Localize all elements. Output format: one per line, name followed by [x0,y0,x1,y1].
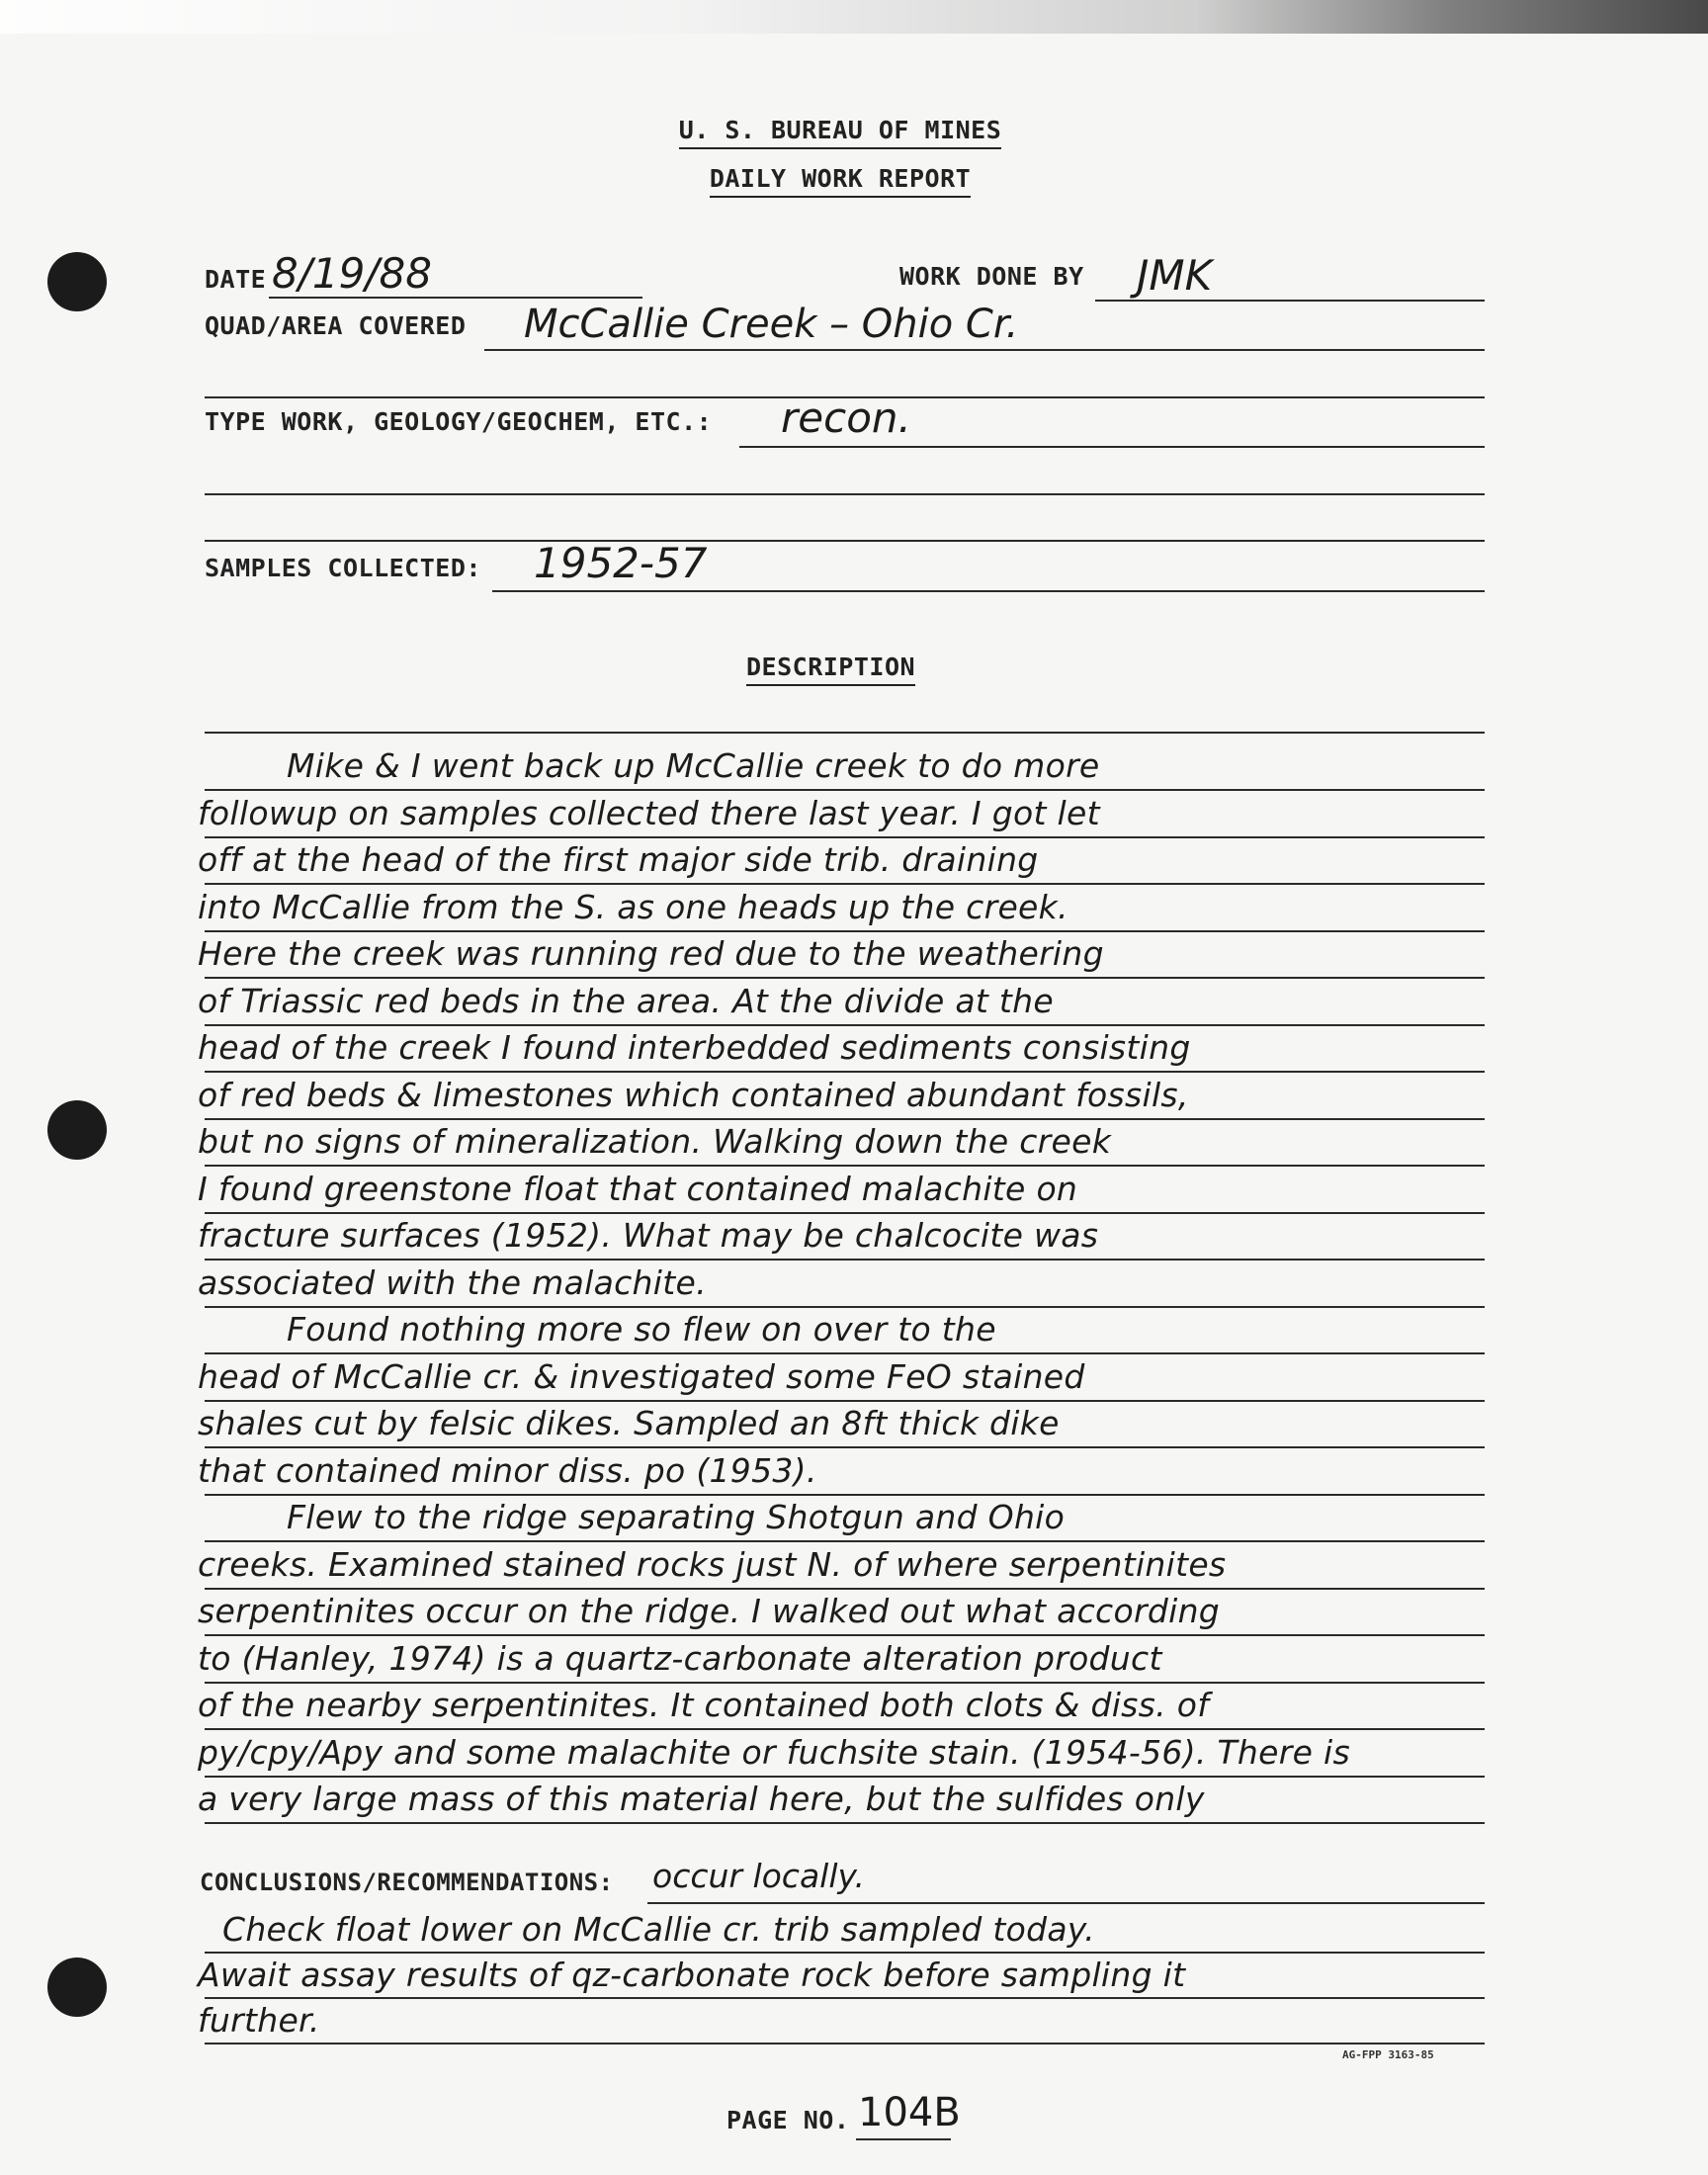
description-line: that contained minor diss. po (1953). [198,1450,817,1490]
work-done-by-value: JMK [1137,251,1213,300]
conclusions-rule [205,1952,1485,1954]
description-line: a very large mass of this material here, but the sulfides only [198,1780,1205,1818]
description-line: Flew to the ridge separating Shotgun and Ohio [287,1498,1066,1536]
conclusions-line [647,1902,1485,1904]
conclusions-line-text: Check float lower on McCallie cr. trib sampled today. [222,1910,1095,1949]
description-rule [205,1212,1485,1214]
description-line: associated with the malachite. [198,1262,707,1302]
description-rule [205,789,1485,791]
description-line: Mike & I went back up McCallie creek to do more [287,746,1100,785]
description-rule [205,1259,1485,1261]
report-type-title: DAILY WORK REPORT [0,164,1680,193]
type-work-label: TYPE WORK, GEOLOGY/GEOCHEM, ETC.: [205,407,713,436]
type-work-line [739,446,1485,448]
description-line: of red beds & limestones which contained abundant fossils, [198,1075,1189,1114]
description-line: of Triassic red beds in the area. At the divide at the [198,981,1054,1020]
description-rule [205,1118,1485,1120]
description-line: serpentinites occur on the ridge. I walked out what according [198,1592,1221,1630]
scan-shadow-edge [0,0,1708,34]
date-value: 8/19/88 [272,249,432,298]
report-agency-title: U. S. BUREAU OF MINES [0,116,1680,144]
date-label: DATE [205,265,267,294]
conclusions-rule [205,2043,1485,2044]
page-number-value: 104B [858,2090,961,2135]
conclusions-rule [205,1997,1485,1999]
description-line: of the nearby serpentinites. It contained both clots & diss. of [198,1686,1210,1724]
description-line: but no signs of mineralization. Walking down the creek [198,1122,1112,1161]
date-line [269,297,642,299]
samples-collected-label: SAMPLES COLLECTED: [205,554,481,582]
binder-hole-middle [47,1100,107,1160]
description-line: head of the creek I found interbedded sediments consisting [198,1028,1191,1067]
binder-hole-top [47,252,107,311]
description-line: py/cpy/Apy and some malachite or fuchsite stain. (1954-56). There is [198,1732,1350,1772]
description-rule [205,1588,1485,1590]
description-rule [205,1400,1485,1402]
description-line: fracture surfaces (1952). What may be chalcocite was [198,1216,1099,1255]
description-rule [205,836,1485,838]
description-rule [205,1352,1485,1354]
description-line: to (Hanley, 1974) is a quartz-carbonate alteration product [198,1638,1162,1678]
conclusions-line-text: further. [198,2001,320,2040]
quad-area-value: McCallie Creek – Ohio Cr. [524,302,1019,347]
description-line: Here the creek was running red due to the weathering [198,934,1104,973]
description-rule-top [205,732,1485,734]
description-line: creeks. Examined stained rocks just N. of where serpentinites [198,1544,1227,1584]
samples-collected-value: 1952-57 [534,539,708,587]
description-rule [205,883,1485,885]
conclusions-label: CONCLUSIONS/RECOMMENDATIONS: [200,1869,614,1896]
work-done-by-label: WORK DONE BY [899,262,1084,291]
quad-area-label: QUAD/AREA COVERED [205,311,467,340]
samples-collected-line [492,590,1485,592]
description-line: followup on samples collected there last year. I got let [198,793,1100,832]
quad-area-line [484,349,1485,351]
description-rule [205,1071,1485,1073]
description-rule [205,930,1485,932]
page-number-label: PAGE NO. [726,2106,850,2134]
description-heading: DESCRIPTION [746,652,915,681]
description-rule [205,1024,1485,1026]
work-done-by-line [1095,300,1485,302]
description-line: into McCallie from the S. as one heads up the creek. [198,887,1068,926]
description-rule [205,1634,1485,1636]
description-rule [205,977,1485,979]
conclusions-first-line: occur locally. [652,1857,865,1895]
description-rule [205,1446,1485,1448]
description-rule [205,1682,1485,1684]
description-rule [205,1776,1485,1778]
description-rule [205,1165,1485,1167]
description-line: off at the head of the first major side trib. draining [198,840,1039,879]
description-rule [205,1306,1485,1308]
form-code: AG-FPP 3163-85 [1342,2048,1434,2061]
description-rule [205,1494,1485,1496]
description-line: Found nothing more so flew on over to the [287,1310,996,1348]
description-rule [205,1540,1485,1542]
description-line: shales cut by felsic dikes. Sampled an 8ft thick dike [198,1404,1060,1442]
description-line: head of McCallie cr. & investigated some FeO stained [198,1356,1085,1396]
type-work-line-3 [205,540,1485,542]
page-number-line [856,2138,951,2140]
description-rule [205,1822,1485,1824]
type-work-line-2 [205,493,1485,495]
conclusions-line-text: Await assay results of qz-carbonate rock before sampling it [198,1956,1186,1994]
type-work-value: recon. [781,393,911,442]
description-rule [205,1728,1485,1730]
description-line: I found greenstone float that contained malachite on [198,1169,1078,1208]
binder-hole-bottom [47,1958,107,2017]
